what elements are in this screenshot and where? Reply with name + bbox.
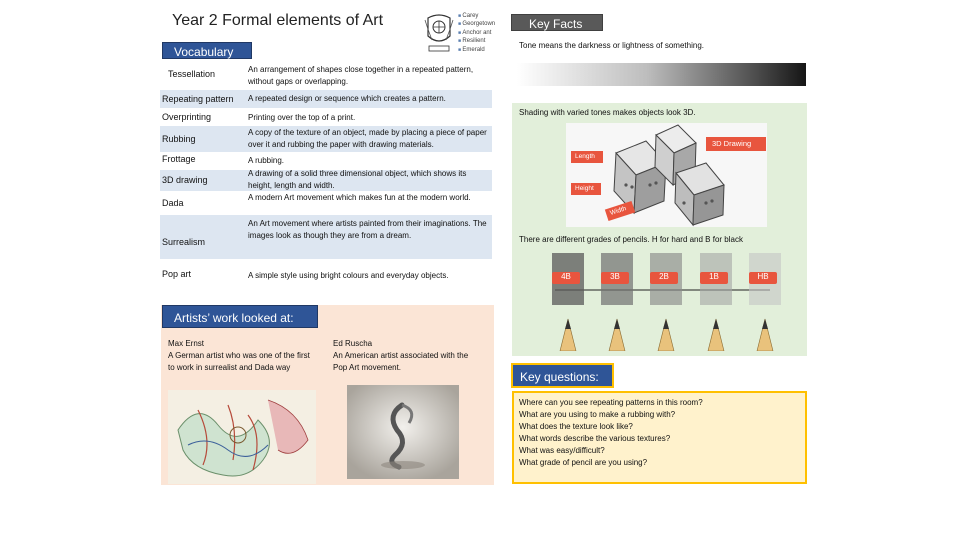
crest-values-list <box>458 12 495 54</box>
vocab-definition: An Art movement where artists painted from their imaginations. The images look as though they are from a dream. <box>248 219 487 240</box>
key-question: What grade of pencil are you using? <box>519 458 648 467</box>
pencil-grade-label: 2B <box>650 272 678 284</box>
tone-gradient-bar <box>517 63 806 86</box>
artist-ruscha-info <box>333 338 483 374</box>
cube-label-width: Width <box>605 201 635 221</box>
artist-name: Ed Ruscha <box>333 339 373 348</box>
artist-description: A German artist who was one of the first to work in surrealist and Dada way <box>168 351 310 372</box>
pencil-grade-label: 4B <box>552 272 580 284</box>
crest-value: ■ Anchor ant <box>458 29 495 37</box>
tone-fact: Tone means the darkness or lightness of something. <box>519 41 704 50</box>
artists-heading: Artists’ work looked at: <box>162 305 318 328</box>
vocab-term: Pop art <box>162 269 192 279</box>
pencil-drawing <box>540 245 790 351</box>
key-questions-list <box>519 397 703 469</box>
pencil-grade-label: 1B <box>700 272 728 284</box>
vocab-term: Frottage <box>162 154 196 164</box>
vocab-term: Dada <box>162 198 184 208</box>
vocab-definition: Printing over the top of a print. <box>248 113 356 122</box>
pencil-grade-label: 3B <box>601 272 629 284</box>
vocab-term: Tessellation <box>168 69 216 79</box>
pencil-grades-illustration <box>540 245 790 351</box>
3d-cubes-illustration <box>566 123 767 227</box>
crest-value: ■ Carey <box>458 12 495 20</box>
pencil-fact: There are different grades of pencils. H for hard and B for black <box>519 235 743 244</box>
vocab-definition: A simple style using bright colours and everyday objects. <box>248 271 449 280</box>
artist-name: Max Ernst <box>168 339 205 348</box>
vocab-term: Repeating pattern <box>162 94 234 104</box>
vocabulary-heading: Vocabulary <box>162 42 252 59</box>
cube-label-3d: 3D Drawing <box>706 137 766 151</box>
vocab-term: Overprinting <box>162 112 212 122</box>
ruscha-artwork-image <box>347 385 459 479</box>
vocab-row <box>160 170 492 191</box>
cube-label-height: Height <box>571 183 601 195</box>
vocab-term: 3D drawing <box>162 175 208 185</box>
vocab-definition: A modern Art movement which makes fun at the modern world. <box>248 193 471 202</box>
crest-value: ■ Emerald <box>458 46 495 54</box>
school-crest-logo <box>422 10 456 54</box>
vocab-row <box>160 108 492 126</box>
ernst-artwork-image <box>168 390 316 484</box>
vocab-row <box>160 126 492 152</box>
key-question: What does the texture look like? <box>519 422 633 431</box>
vocab-definition: A rubbing. <box>248 156 285 165</box>
vocab-row <box>160 191 492 215</box>
vocab-definition: A repeated design or sequence which creates a pattern. <box>248 94 446 103</box>
vocab-term: Rubbing <box>162 134 196 144</box>
page-title: Year 2 Formal elements of Art <box>172 12 384 29</box>
vocab-term: Surrealism <box>162 237 206 247</box>
vocab-definition: An arrangement of shapes close together in a repeated pattern, without gaps or overlapping. <box>248 65 474 86</box>
pencil-grade-label: HB <box>749 272 777 284</box>
vocab-row <box>160 215 492 259</box>
artist-ernst-info <box>168 338 318 374</box>
vocab-definition: A copy of the texture of an object, made by placing a piece of paper over it and rubbing the paper with drawing materials. <box>248 128 487 149</box>
vocab-row <box>160 60 492 90</box>
key-question: What was easy/difficult? <box>519 446 605 455</box>
key-question: What are you using to make a rubbing with? <box>519 410 676 419</box>
vocab-definition: A drawing of a solid three dimensional object, which shows its height, length and width. <box>248 169 467 190</box>
crest-value: ■ Resilient <box>458 37 495 45</box>
artist-description: An American artist associated with the Pop Art movement. <box>333 351 469 372</box>
key-questions-heading: Key questions: <box>511 363 614 388</box>
key-question: Where can you see repeating patterns in this room? <box>519 398 703 407</box>
shading-fact: Shading with varied tones makes objects look 3D. <box>519 108 696 117</box>
key-question: What words describe the various textures? <box>519 434 671 443</box>
key-facts-heading: Key Facts <box>511 14 603 31</box>
cube-label-length: Length <box>571 151 603 163</box>
vocab-row <box>160 90 492 108</box>
crest-value: ■ Georgetown <box>458 20 495 28</box>
vocab-row <box>160 259 492 283</box>
